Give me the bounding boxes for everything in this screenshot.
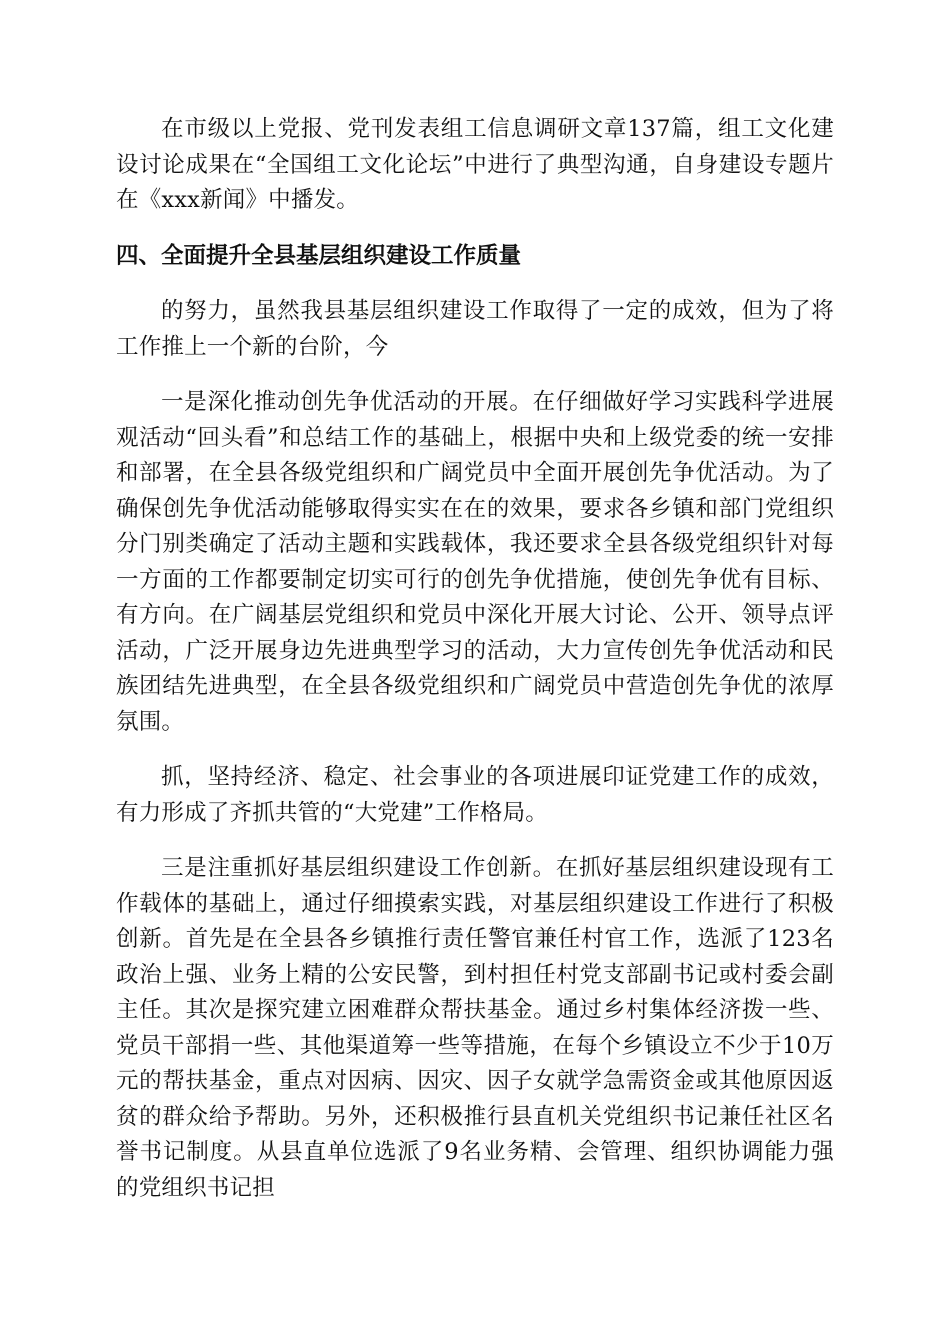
paragraph-publications: 在市级以上党报、党刊发表组工信息调研文章137篇，组工文化建设讨论成果在“全国组工文化论坛”中进行了典型沟通，自身建设专题片在《xxx新闻》中播发。 [116, 116, 834, 213]
paragraph-intro: 的努力，虽然我县基层组织建设工作取得了一定的成效，但为了将工作推上一个新的台阶，今 [116, 298, 834, 360]
paragraph-grasp: 抓，坚持经济、稳定、社会事业的各项进展印证党建工作的成效，有力形成了齐抓共管的“大党建”工作格局。 [116, 764, 834, 826]
section-heading-four: 四、全面提升全县基层组织建设工作质量 [116, 242, 522, 269]
document-body [116, 112, 834, 1226]
paragraph-point-three: 三是注重抓好基层组织建设工作创新。在抓好基层组织建设现有工作载体的基础上，通过仔细摸索实践，对基层组织建设工作进行了积极创新。首先是在全县各乡镇推行责任警官兼任村官工作，选派了123名政治上强、业务上精的公安民警，到村担任村党支部副书记或村委会副主任。其次是探究建立困难群众帮扶基金。通过乡村集体经济拨一些、党员干部捐一些、其他渠道筹一些等措施，在每个乡镇设立不少于10万元的帮扶基金，重点对因病、因灾、因子女就学急需资金或其他原因返贫的群众给予帮助。另外，还积极推行县直机关党组织书记兼任社区名誉书记制度。从县直单位选派了9名业务精、会管理、组织协调能力强的党组织书记担 [116, 855, 834, 1201]
paragraph-point-one: 一是深化推动创先争优活动的开展。在仔细做好学习实践科学进展观活动“回头看”和总结工作的基础上，根据中央和上级党委的统一安排和部署，在全县各级党组织和广阔党员中全面开展创先争优活动。为了确保创先争优活动能够取得实实在在的效果，要求各乡镇和部门党组织分门别类确定了活动主题和实践载体，我还要求全县各级党组织针对每一方面的工作都要制定切实可行的创先争优措施，使创先争优有目标、有方向。在广阔基层党组织和党员中深化开展大讨论、公开、领导点评活动，广泛开展身边先进典型学习的活动，大力宣传创先争优活动和民族团结先进典型，在全县各级党组织和广阔党员中营造创先争优的浓厚氛围。 [116, 389, 834, 735]
